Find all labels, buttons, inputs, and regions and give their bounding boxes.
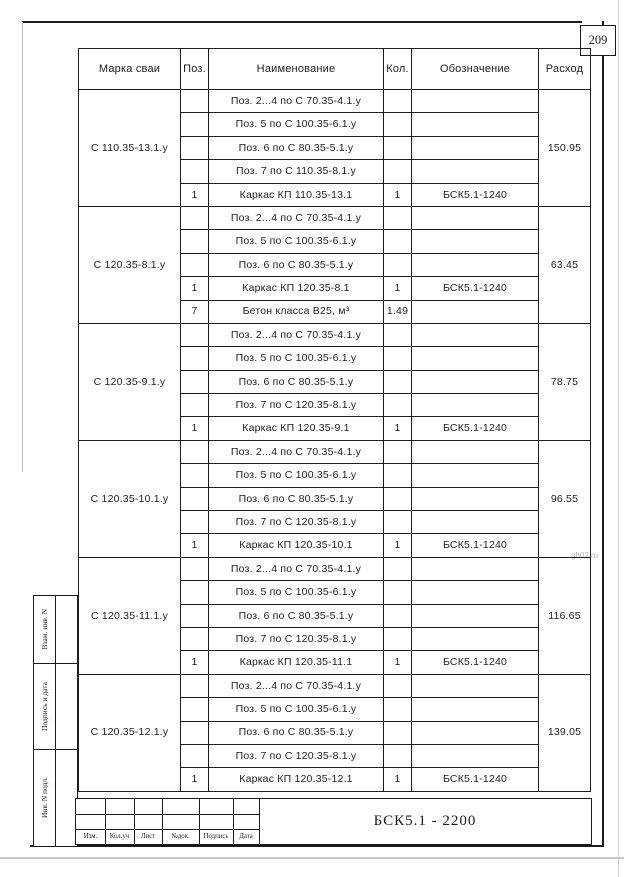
name-cell: Поз. 6 по С 80.35-5.1.у — [209, 604, 384, 627]
name-cell: Поз. 2...4 по С 70.35-4.1.у — [209, 90, 384, 113]
poz-cell — [181, 394, 209, 417]
qty-cell — [384, 370, 412, 393]
qty-cell — [384, 487, 412, 510]
qty-cell: 1 — [384, 277, 412, 300]
tb-label-izm: Изм. — [83, 833, 98, 840]
col-header-rate: Расход — [539, 49, 591, 90]
pile-spec-table — [78, 48, 591, 792]
qty-cell — [384, 440, 412, 463]
tb-label-podpis: Подпись — [203, 833, 229, 840]
document-number: БСК5.1 - 2200 — [373, 813, 477, 829]
poz-cell — [181, 721, 209, 744]
poz-cell: 1 — [181, 651, 209, 674]
poz-cell — [181, 113, 209, 136]
name-cell: Поз. 5 по С 100.35-6.1.у — [209, 347, 384, 370]
qty-cell — [384, 511, 412, 534]
qty-cell: 1 — [384, 534, 412, 557]
qty-cell — [384, 721, 412, 744]
poz-cell — [181, 487, 209, 510]
name-cell: Поз. 5 по С 100.35-6.1.у — [209, 113, 384, 136]
name-cell: Каркас КП 120.35-8.1 — [209, 277, 384, 300]
poz-cell — [181, 511, 209, 534]
col-header-mark: Марка сваи — [79, 49, 181, 90]
side-attribute-strip — [33, 595, 78, 847]
table-row — [79, 90, 591, 113]
desig-cell — [412, 721, 539, 744]
name-cell: Каркас КП 110.35-13.1 — [209, 183, 384, 206]
frame-bottom-line — [30, 845, 604, 847]
desig-cell — [412, 440, 539, 463]
poz-cell: 1 — [181, 183, 209, 206]
qty-cell — [384, 557, 412, 580]
desig-cell: БСК5.1-1240 — [412, 183, 539, 206]
poz-cell — [181, 230, 209, 253]
desig-cell — [412, 90, 539, 113]
title-block — [75, 798, 592, 845]
desig-cell: БСК5.1-1240 — [412, 768, 539, 791]
strip-label-podpis-data: Подпись и дата — [40, 681, 49, 731]
poz-cell — [181, 323, 209, 346]
name-cell: Каркас КП 120.35-12.1 — [209, 768, 384, 791]
desig-cell: БСК5.1-1240 — [412, 534, 539, 557]
poz-cell: 1 — [181, 417, 209, 440]
col-header-qty: Кол. — [384, 49, 412, 90]
qty-cell — [384, 744, 412, 767]
poz-cell — [181, 370, 209, 393]
qty-cell — [384, 136, 412, 159]
poz-cell — [181, 604, 209, 627]
tb-label-list: Лист — [140, 833, 156, 840]
desig-cell — [412, 136, 539, 159]
desig-cell — [412, 557, 539, 580]
rate-cell: 139.05 — [539, 674, 591, 791]
poz-cell — [181, 160, 209, 183]
scan-edge-right — [618, 0, 619, 877]
desig-cell — [412, 581, 539, 604]
table-header-row — [79, 49, 591, 90]
qty-cell: 1 — [384, 183, 412, 206]
frame-right-line — [602, 21, 604, 846]
qty-cell: 1.49 — [384, 300, 412, 323]
qty-cell — [384, 230, 412, 253]
rate-cell: 78.75 — [539, 323, 591, 440]
qty-cell — [384, 627, 412, 650]
col-header-desig: Обозначение — [412, 49, 539, 90]
desig-cell — [412, 487, 539, 510]
col-header-poz: Поз. — [181, 49, 209, 90]
qty-cell: 1 — [384, 417, 412, 440]
name-cell: Поз. 2...4 по С 70.35-4.1.у — [209, 440, 384, 463]
qty-cell — [384, 253, 412, 276]
table-row — [79, 440, 591, 463]
pile-mark-cell: С 120.35-9.1.у — [79, 323, 181, 440]
name-cell: Поз. 7 по С 120.35-8.1.у — [209, 511, 384, 534]
name-cell: Поз. 2...4 по С 70.35-4.1.у — [209, 323, 384, 346]
poz-cell: 1 — [181, 534, 209, 557]
poz-cell — [181, 347, 209, 370]
name-cell: Каркас КП 120.35-11.1 — [209, 651, 384, 674]
poz-cell — [181, 627, 209, 650]
desig-cell — [412, 370, 539, 393]
qty-cell — [384, 674, 412, 697]
name-cell: Бетон класса В25, м³ — [209, 300, 384, 323]
desig-cell — [412, 604, 539, 627]
name-cell: Поз. 6 по С 80.35-5.1.у — [209, 136, 384, 159]
tb-line — [76, 814, 259, 815]
table-row — [79, 323, 591, 346]
desig-cell — [412, 464, 539, 487]
name-cell: Поз. 6 по С 80.35-5.1.у — [209, 721, 384, 744]
scan-fold-line — [22, 22, 23, 472]
desig-cell — [412, 674, 539, 697]
pile-group — [79, 206, 591, 323]
desig-cell — [412, 206, 539, 229]
pile-group — [79, 440, 591, 557]
desig-cell — [412, 627, 539, 650]
qty-cell — [384, 394, 412, 417]
name-cell: Поз. 6 по С 80.35-5.1.у — [209, 487, 384, 510]
qty-cell — [384, 113, 412, 136]
pile-group — [79, 323, 591, 440]
qty-cell — [384, 347, 412, 370]
qty-cell — [384, 90, 412, 113]
name-cell: Поз. 5 по С 100.35-6.1.у — [209, 698, 384, 721]
name-cell: Поз. 6 по С 80.35-5.1.у — [209, 253, 384, 276]
poz-cell — [181, 206, 209, 229]
poz-cell — [181, 698, 209, 721]
desig-cell — [412, 230, 539, 253]
watermark: gb02.ru — [571, 551, 599, 560]
poz-cell — [181, 90, 209, 113]
poz-cell — [181, 674, 209, 697]
desig-cell — [412, 160, 539, 183]
table-row — [79, 206, 591, 229]
name-cell: Каркас КП 120.35-10.1 — [209, 534, 384, 557]
qty-cell — [384, 206, 412, 229]
table-row — [79, 674, 591, 697]
pile-mark-cell: С 120.35-10.1.у — [79, 440, 181, 557]
tb-label-koluch: Кол.уч — [109, 833, 130, 840]
pile-mark-cell: С 120.35-8.1.у — [79, 206, 181, 323]
desig-cell — [412, 698, 539, 721]
poz-cell — [181, 464, 209, 487]
table-row — [79, 557, 591, 580]
poz-cell: 7 — [181, 300, 209, 323]
desig-cell — [412, 511, 539, 534]
pile-group — [79, 90, 591, 207]
desig-cell — [412, 323, 539, 346]
name-cell: Поз. 2...4 по С 70.35-4.1.у — [209, 674, 384, 697]
name-cell: Поз. 7 по С 120.35-8.1.у — [209, 627, 384, 650]
qty-cell — [384, 323, 412, 346]
desig-cell — [412, 347, 539, 370]
col-header-name: Наименование — [209, 49, 384, 90]
qty-cell: 1 — [384, 651, 412, 674]
desig-cell — [412, 394, 539, 417]
qty-cell — [384, 698, 412, 721]
tb-label-data: Дата — [239, 833, 253, 840]
name-cell: Поз. 2...4 по С 70.35-4.1.у — [209, 557, 384, 580]
scan-edge-bottom — [0, 857, 624, 859]
desig-cell: БСК5.1-1240 — [412, 651, 539, 674]
pile-group — [79, 674, 591, 791]
qty-cell — [384, 464, 412, 487]
desig-cell — [412, 113, 539, 136]
rate-cell: 150.95 — [539, 90, 591, 207]
name-cell: Поз. 5 по С 100.35-6.1.у — [209, 230, 384, 253]
page-number: 209 — [588, 33, 608, 47]
name-cell: Поз. 5 по С 100.35-6.1.у — [209, 464, 384, 487]
poz-cell — [181, 440, 209, 463]
pile-mark-cell: С 110.35-13.1.у — [79, 90, 181, 207]
qty-cell — [384, 604, 412, 627]
strip-divider-vertical — [55, 596, 56, 846]
tb-label-ndok: №док. — [171, 833, 190, 840]
desig-cell — [412, 253, 539, 276]
rate-cell: 63.45 — [539, 206, 591, 323]
desig-cell — [412, 300, 539, 323]
name-cell: Поз. 6 по С 80.35-5.1.у — [209, 370, 384, 393]
name-cell: Поз. 7 по С 110.35-8.1.у — [209, 160, 384, 183]
strip-label-vzam-inv: Взам. инв. N — [40, 609, 49, 650]
name-cell: Поз. 7 по С 120.35-8.1.у — [209, 744, 384, 767]
qty-cell: 1 — [384, 768, 412, 791]
poz-cell: 1 — [181, 768, 209, 791]
name-cell: Поз. 2...4 по С 70.35-4.1.у — [209, 206, 384, 229]
desig-cell — [412, 744, 539, 767]
pile-mark-cell: С 120.35-12.1.у — [79, 674, 181, 791]
name-cell: Поз. 5 по С 100.35-6.1.у — [209, 581, 384, 604]
qty-cell — [384, 581, 412, 604]
name-cell: Поз. 7 по С 120.35-8.1.у — [209, 394, 384, 417]
rate-cell: 116.65 — [539, 557, 591, 674]
qty-cell — [384, 160, 412, 183]
poz-cell — [181, 136, 209, 159]
poz-cell — [181, 744, 209, 767]
poz-cell — [181, 557, 209, 580]
pile-group — [79, 557, 591, 674]
pile-mark-cell: С 120.35-11.1.у — [79, 557, 181, 674]
poz-cell — [181, 581, 209, 604]
frame-top-line — [22, 21, 582, 23]
desig-cell: БСК5.1-1240 — [412, 277, 539, 300]
strip-label-inv-podl: Инв. N подл. — [40, 777, 49, 818]
desig-cell: БСК5.1-1240 — [412, 417, 539, 440]
name-cell: Каркас КП 120.35-9.1 — [209, 417, 384, 440]
poz-cell: 1 — [181, 277, 209, 300]
poz-cell — [181, 253, 209, 276]
rate-cell: 96.55 — [539, 440, 591, 557]
